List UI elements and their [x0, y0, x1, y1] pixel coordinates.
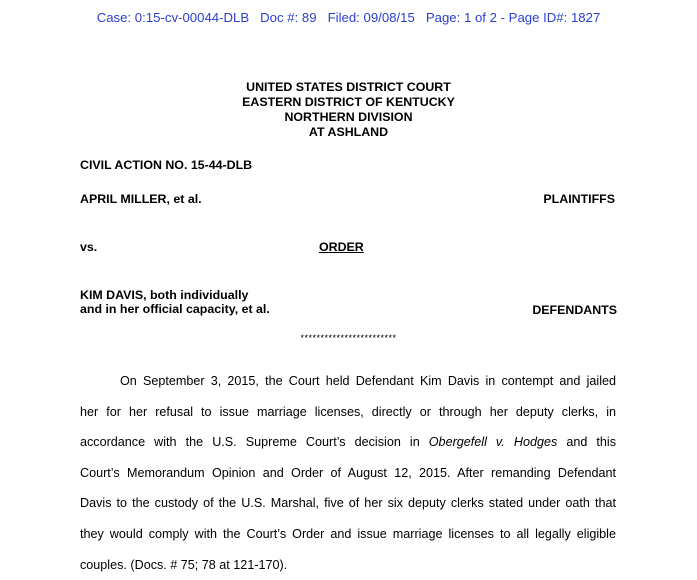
- case-header-stamp: Case: 0:15-cv-00044-DLB Doc #: 89 Filed: 09/08/15 Page: 1 of 2 - Page ID#: 1827: [96, 10, 601, 25]
- defendant-name-line-2: and in her official capacity, et al.: [80, 302, 270, 316]
- defendants-label: DEFENDANTS: [532, 303, 617, 317]
- court-heading: [0, 80, 697, 140]
- civil-action-number: CIVIL ACTION NO. 15-44-DLB: [80, 158, 253, 172]
- court-heading-line-2: EASTERN DISTRICT OF KENTUCKY: [242, 95, 455, 109]
- order-title: ORDER: [319, 240, 364, 254]
- body-line-5: Davis to the custody of the U.S. Marshal, five of her six deputy clerks stated under oath that: [80, 496, 616, 511]
- court-heading-line-3: NORTHERN DIVISION: [284, 110, 413, 124]
- body-line-1: On September 3, 2015, the Court held Defendant Kim Davis in contempt and jailed: [120, 374, 616, 388]
- body-line-7: couples. (Docs. # 75; 78 at 121-170).: [80, 557, 288, 572]
- court-heading-line-1: UNITED STATES DISTRICT COURT: [246, 80, 451, 94]
- court-heading-line-4: AT ASHLAND: [308, 125, 389, 139]
- order-body-paragraph: [80, 366, 616, 580]
- case-citation: Obergefell v. Hodges: [428, 435, 558, 450]
- plaintiff-name: APRIL MILLER, et al.: [80, 192, 202, 206]
- plaintiffs-label: PLAINTIFFS: [543, 192, 615, 206]
- defendant-name-line-1: KIM DAVIS, both individually: [80, 288, 249, 302]
- body-line-6: they would comply with the Court’s Order and issue marriage licenses to all legally eligible: [80, 526, 616, 541]
- versus-label: vs.: [80, 240, 98, 254]
- body-line-4: Court’s Memorandum Opinion and Order of August 12, 2015. After remanding Defendant: [80, 465, 616, 480]
- body-line-2: her for her refusal to issue marriage licenses, directly or through her deputy clerks, in: [80, 404, 616, 419]
- body-line-3: accordance with the U.S. Supreme Court’s decision in Obergefell v. Hodges and this: [80, 435, 616, 450]
- defendant-name: [80, 288, 270, 316]
- section-separator: ************************: [300, 333, 397, 343]
